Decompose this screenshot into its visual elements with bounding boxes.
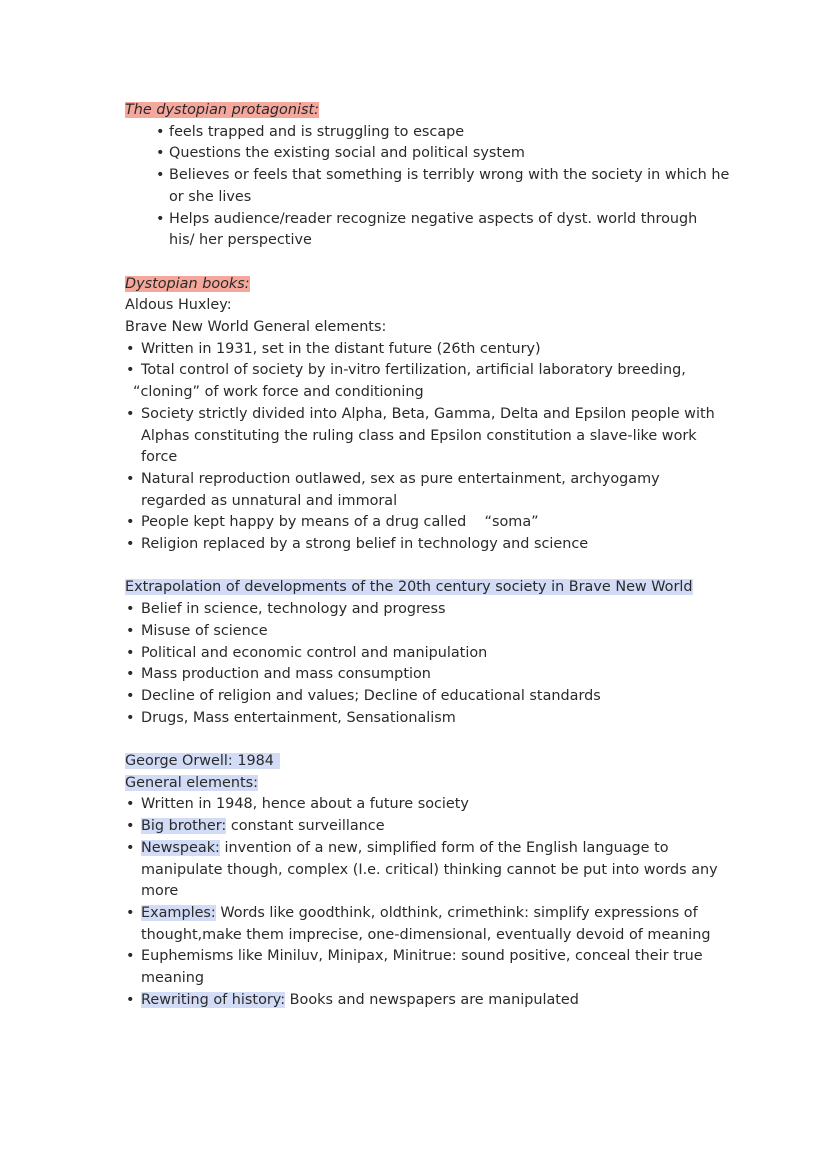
list-item: • Newspeak: invention of a new, simplified form of the English language to manipulate though, complex (I.e. critical) thinking cannot be put into words any more [125,838,715,903]
books-heading-line [125,274,715,296]
term-label: Big brother: [141,818,227,835]
books-subheading: Brave New World General elements: [125,319,387,336]
list-item: • Religion replaced by a strong belief in technology and science [125,534,715,556]
document-content [125,100,730,1011]
books-heading: Dystopian books: [125,275,250,292]
list-item: • Society strictly divided into Alpha, Beta, Gamma, Delta and Epsilon people with Alphas constituting the ruling class and Epsilon constitution a slave-like work force [125,404,715,469]
list-item: • Decline of religion and values; Decline of educational standards [125,686,715,708]
orwell-subheading: General elements: [125,774,258,791]
list-item: • Big brother: constant surveillance [125,816,715,838]
protagonist-list [125,122,730,252]
term-label: Newspeak: [141,839,220,856]
list-item: • Political and economic control and manipulation [125,643,715,665]
list-item: • Written in 1948, hence about a future society [125,794,715,816]
list-item: • People kept happy by means of a drug called “soma” [125,512,715,534]
extrapolation-heading-line [125,577,715,599]
list-item: • Rewriting of history: Books and newspapers are manipulated [125,990,715,1012]
list-item: • Questions the existing social and political system [125,143,715,165]
term-label: Rewriting of history: [141,991,286,1008]
list-item: • Euphemisms like Miniluv, Minipax, Minitrue: sound positive, conceal their true meaning [125,946,715,989]
spacer [125,729,715,751]
protagonist-heading-line [125,100,715,122]
spacer [125,556,715,578]
term-label: Examples: [141,904,216,921]
list-item: • Mass production and mass consumption [125,664,715,686]
orwell-list [125,794,718,1011]
list-item: • Total control of society by in-vitro fertilization, artificial laboratory breeding, “cloning” of work force and conditioning [125,360,715,403]
orwell-subheading-line [125,773,715,795]
protagonist-heading: The dystopian protagonist: [125,102,319,118]
orwell-heading: George Orwell: 1984 [125,753,280,769]
list-item: • Natural reproduction outlawed, sex as pure entertainment, archyogamy regarded as unnatural and immoral [125,469,715,512]
list-item: • Written in 1931, set in the distant future (26th century) [125,339,715,361]
extrapolation-list [125,599,715,729]
list-item: • Examples: Words like goodthink, oldthink, crimethink: simplify expressions of thought,make them imprecise, one-dimensional, eventually devoid of meaning [125,903,715,946]
orwell-heading-line [125,751,715,773]
list-item: • Belief in science, technology and progress [125,599,715,621]
books-list [125,339,715,556]
list-item: • Helps audience/reader recognize negative aspects of dyst. world through his/ her perspective [125,209,715,252]
list-item: • feels trapped and is struggling to escape [125,122,715,144]
spacer [125,252,715,274]
list-item: • Believes or feels that something is terribly wrong with the society in which he or she lives [125,165,715,208]
books-author: Aldous Huxley: [125,297,232,314]
list-item: • Drugs, Mass entertainment, Sensationalism [125,708,715,730]
extrapolation-heading: Extrapolation of developments of the 20th century society in Brave New World [125,579,693,596]
list-item: • Misuse of science [125,621,715,643]
